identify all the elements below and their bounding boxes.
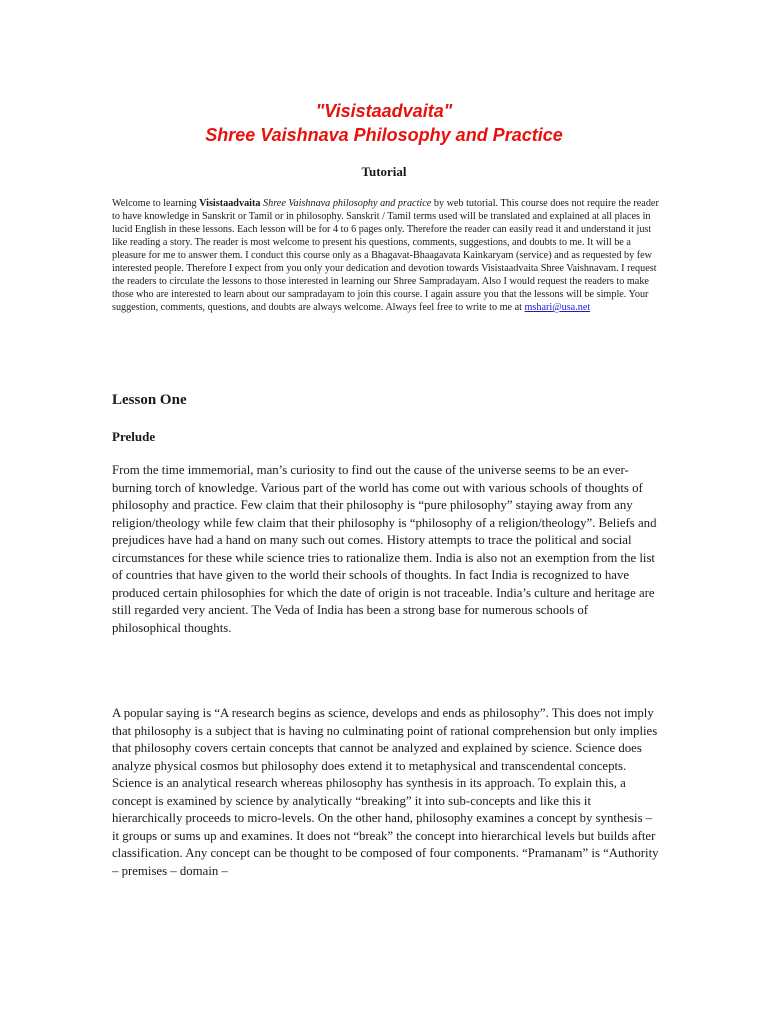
intro-text-start: Welcome to learning (112, 198, 200, 209)
intro-text-body: by web tutorial. This course does not require the reader to have knowledge in Sanskrit or Tamil or in philosophy. Sanskrit / Tamil terms used will be translated and explained at all places in lucid English in these lessons. Each lesson will be for 4 to 6 pages only. Therefore the reader can easily read it and understand it just like reading a story. The reader is most welcome to present his questions, comments, suggestions, and doubts to me. It will be a pleasure for me to answer them. I conduct this course only as a Bhagavat-Bhaagavata Kainkaryam (service) and as requested by few interested people. Therefore I expect from you only your dedication and devotion towards Visistaadvaita Shree Vaishnavam. I request the readers to circulate the lessons to those interested in learning our Shree Sampradayam. Also I would request the readers to make those who are interested to learn about our sampradayam to join this course. I again assure you that the lessons will be simple. Your suggestion, comments, questions, and doubts are always welcome. Always feel free to write to me at (112, 198, 659, 313)
document-subtitle: Tutorial (361, 164, 407, 179)
body-paragraph-2: A popular saying is “A research begins as science, develops and ends as philosophy”. This does not imply that philosophy is a subject that is having no culminating point of rational comprehension but only implies that philosophy covers certain concepts that cannot be analyzed and explained by science. Science does analyze physical cosmos but philosophy does extend it to metaphysical and transcendental concepts. Science is an analytical research whereas philosophy has synthesis in its approach. To explain this, a concept is examined by science by analytically “breaking” it into sub-concepts and like this it hierarchically proceeds to micro-levels. On the other hand, philosophy examines a concept by synthesis – it groups or sums up and examines. It does not “break” the concept into hierarchical levels but builds after classification. Any concept can be thought to be composed of four components. “Pramanam” is “Authority – premises – domain – (112, 706, 659, 878)
section-heading-prelude: Prelude (112, 429, 156, 444)
intro-bold-term: Visistaadvaita (199, 198, 261, 209)
lesson-heading: Lesson One (112, 392, 187, 408)
body-paragraph-1: From the time immemorial, man’s curiosity to find out the cause of the universe seems to be an ever-burning torch of knowledge. Various part of the world has come out with various schools of thoughts of philosophy and practice. Few claim that their philosophy is “pure philosophy” staying away from any religion/theology while few claim that their philosophy is “philosophy of a religion/theology”. Beliefs and prejudices have had a hand on many such out comes. History attempts to trace the political and social circumstances for these while science tries to rationalize them. India is also not an exemption from the list of countries that have given to the world their schools of thoughts. In fact India is recognized to have produced certain philosophies for which the date of origin is not traceable. India’s culture and heritage are still regarded very ancient. The Veda of India has been a strong base for numerous schools of philosophical thoughts. (112, 463, 657, 635)
email-link[interactable]: mshari@usa.net (524, 302, 591, 313)
intro-italic-term: Shree Vaishnava philosophy and practice (263, 198, 432, 209)
document-title-line2: Shree Vaishnava Philosophy and Practice (205, 125, 563, 145)
intro-paragraph (112, 197, 660, 314)
document-title-line1: "Visistaadvaita" (315, 101, 453, 121)
